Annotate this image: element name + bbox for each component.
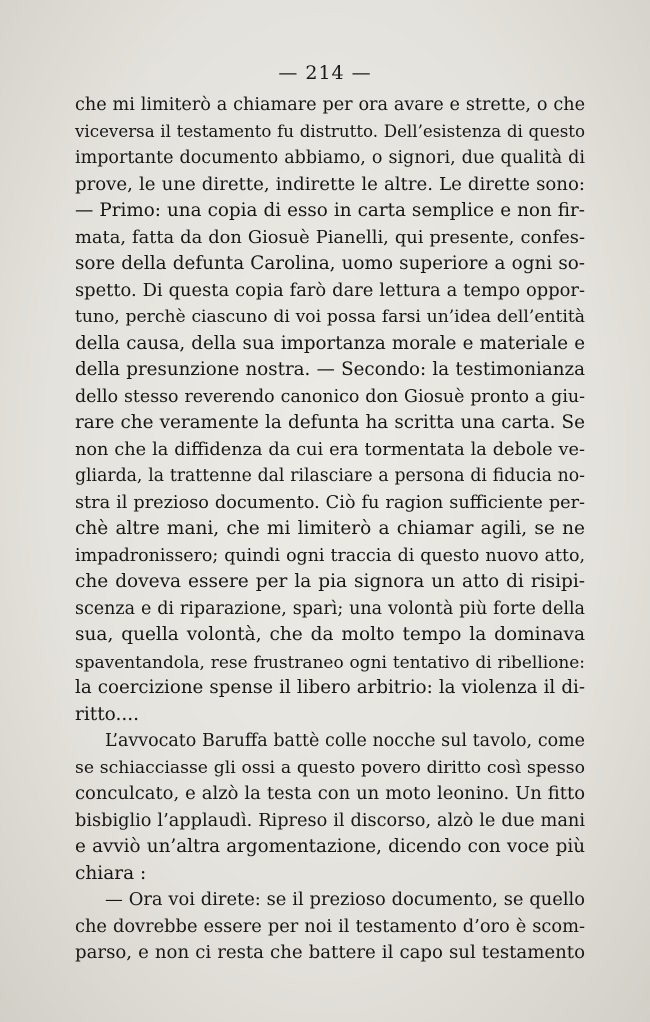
text-line: impadronissero; quindi ogni traccia di questo nuovo atto,	[75, 545, 585, 566]
text-line: rare che veramente la defunta ha scritta una carta. Se	[75, 412, 585, 433]
text-line: chiara :	[75, 862, 147, 884]
text-line: della presunzione nostra. — Secondo: la testimonianza	[75, 359, 585, 380]
text-line: che dovrebbe essere per noi il testamento d’oro è scom-	[75, 915, 585, 937]
text-line: sua, quella volontà, che da molto tempo la dominava	[75, 624, 585, 645]
text-line: importante documento abbiamo, o signori, due qualità di	[75, 148, 585, 168]
text-line: la coercizione spense il libero arbitrio: la violenza il di-	[75, 677, 585, 698]
text-line: viceversa il testamento fu distrutto. Dell’esistenza di questo	[75, 121, 585, 141]
text-line: conculcato, e alzò la testa con un moto leonino. Un fitto	[75, 783, 585, 804]
text-line: bisbiglio l’applaudì. Ripreso il discorso, alzò le due mani	[75, 810, 585, 831]
text-line: spetto. Di questa copia farò dare lettura a tempo oppor-	[75, 279, 585, 301]
text-line: e avviò un’altra argomentazione, dicendo con voce più	[75, 836, 585, 857]
text-line: se schiacciasse gli ossi a questo povero diritto così spesso	[75, 757, 585, 778]
text-line: ritto....	[75, 703, 139, 725]
body-text	[75, 92, 585, 967]
text-line: gliarda, la trattenne dal rilasciare a persona di fiducia no-	[75, 466, 585, 486]
text-line: non che la diffidenza da cui era tormentata la debole ve-	[75, 439, 585, 460]
text-line: tuno, perchè ciascuno di voi possa farsi un’idea dell’entità	[75, 307, 585, 327]
text-line: mata, fatta da don Giosuè Pianelli, qui presente, confes-	[75, 226, 585, 248]
text-line: prove, le une dirette, indirette le altre. Le dirette sono:	[75, 173, 585, 195]
text-line: L’avvocato Baruffa battè colle nocche sul tavolo, come	[105, 731, 585, 751]
text-line: che doveva essere per la pia signora un atto di risipi-	[75, 571, 585, 592]
text-line: chè altre mani, che mi limiterò a chiamar agili, se ne	[75, 518, 585, 539]
text-line: parso, e non ci resta che battere il capo sul testamento	[75, 942, 585, 963]
text-line: della causa, della sua importanza morale e materiale e	[75, 332, 585, 354]
text-line: stra il prezioso documento. Ciò fu ragion sufficiente per-	[75, 492, 585, 513]
text-line: che mi limiterò a chiamare per ora avare e strette, o che	[75, 95, 585, 115]
page-number: — 214 —	[278, 62, 372, 84]
text-line: — Primo: una copia di esso in carta semplice e non fir-	[75, 200, 585, 221]
text-line: — Ora voi direte: se il prezioso documento, se quello	[105, 889, 585, 910]
text-line: spaventandola, rese frustraneo ogni tentativo di ribellione:	[75, 651, 585, 672]
text-line: sore della defunta Carolina, uomo superiore a ogni so-	[75, 253, 585, 274]
text-line: scenza e di riparazione, sparì; una volontà più forte della	[75, 598, 585, 619]
text-line: dello stesso reverendo canonico don Giosuè pronto a giu-	[75, 386, 585, 407]
